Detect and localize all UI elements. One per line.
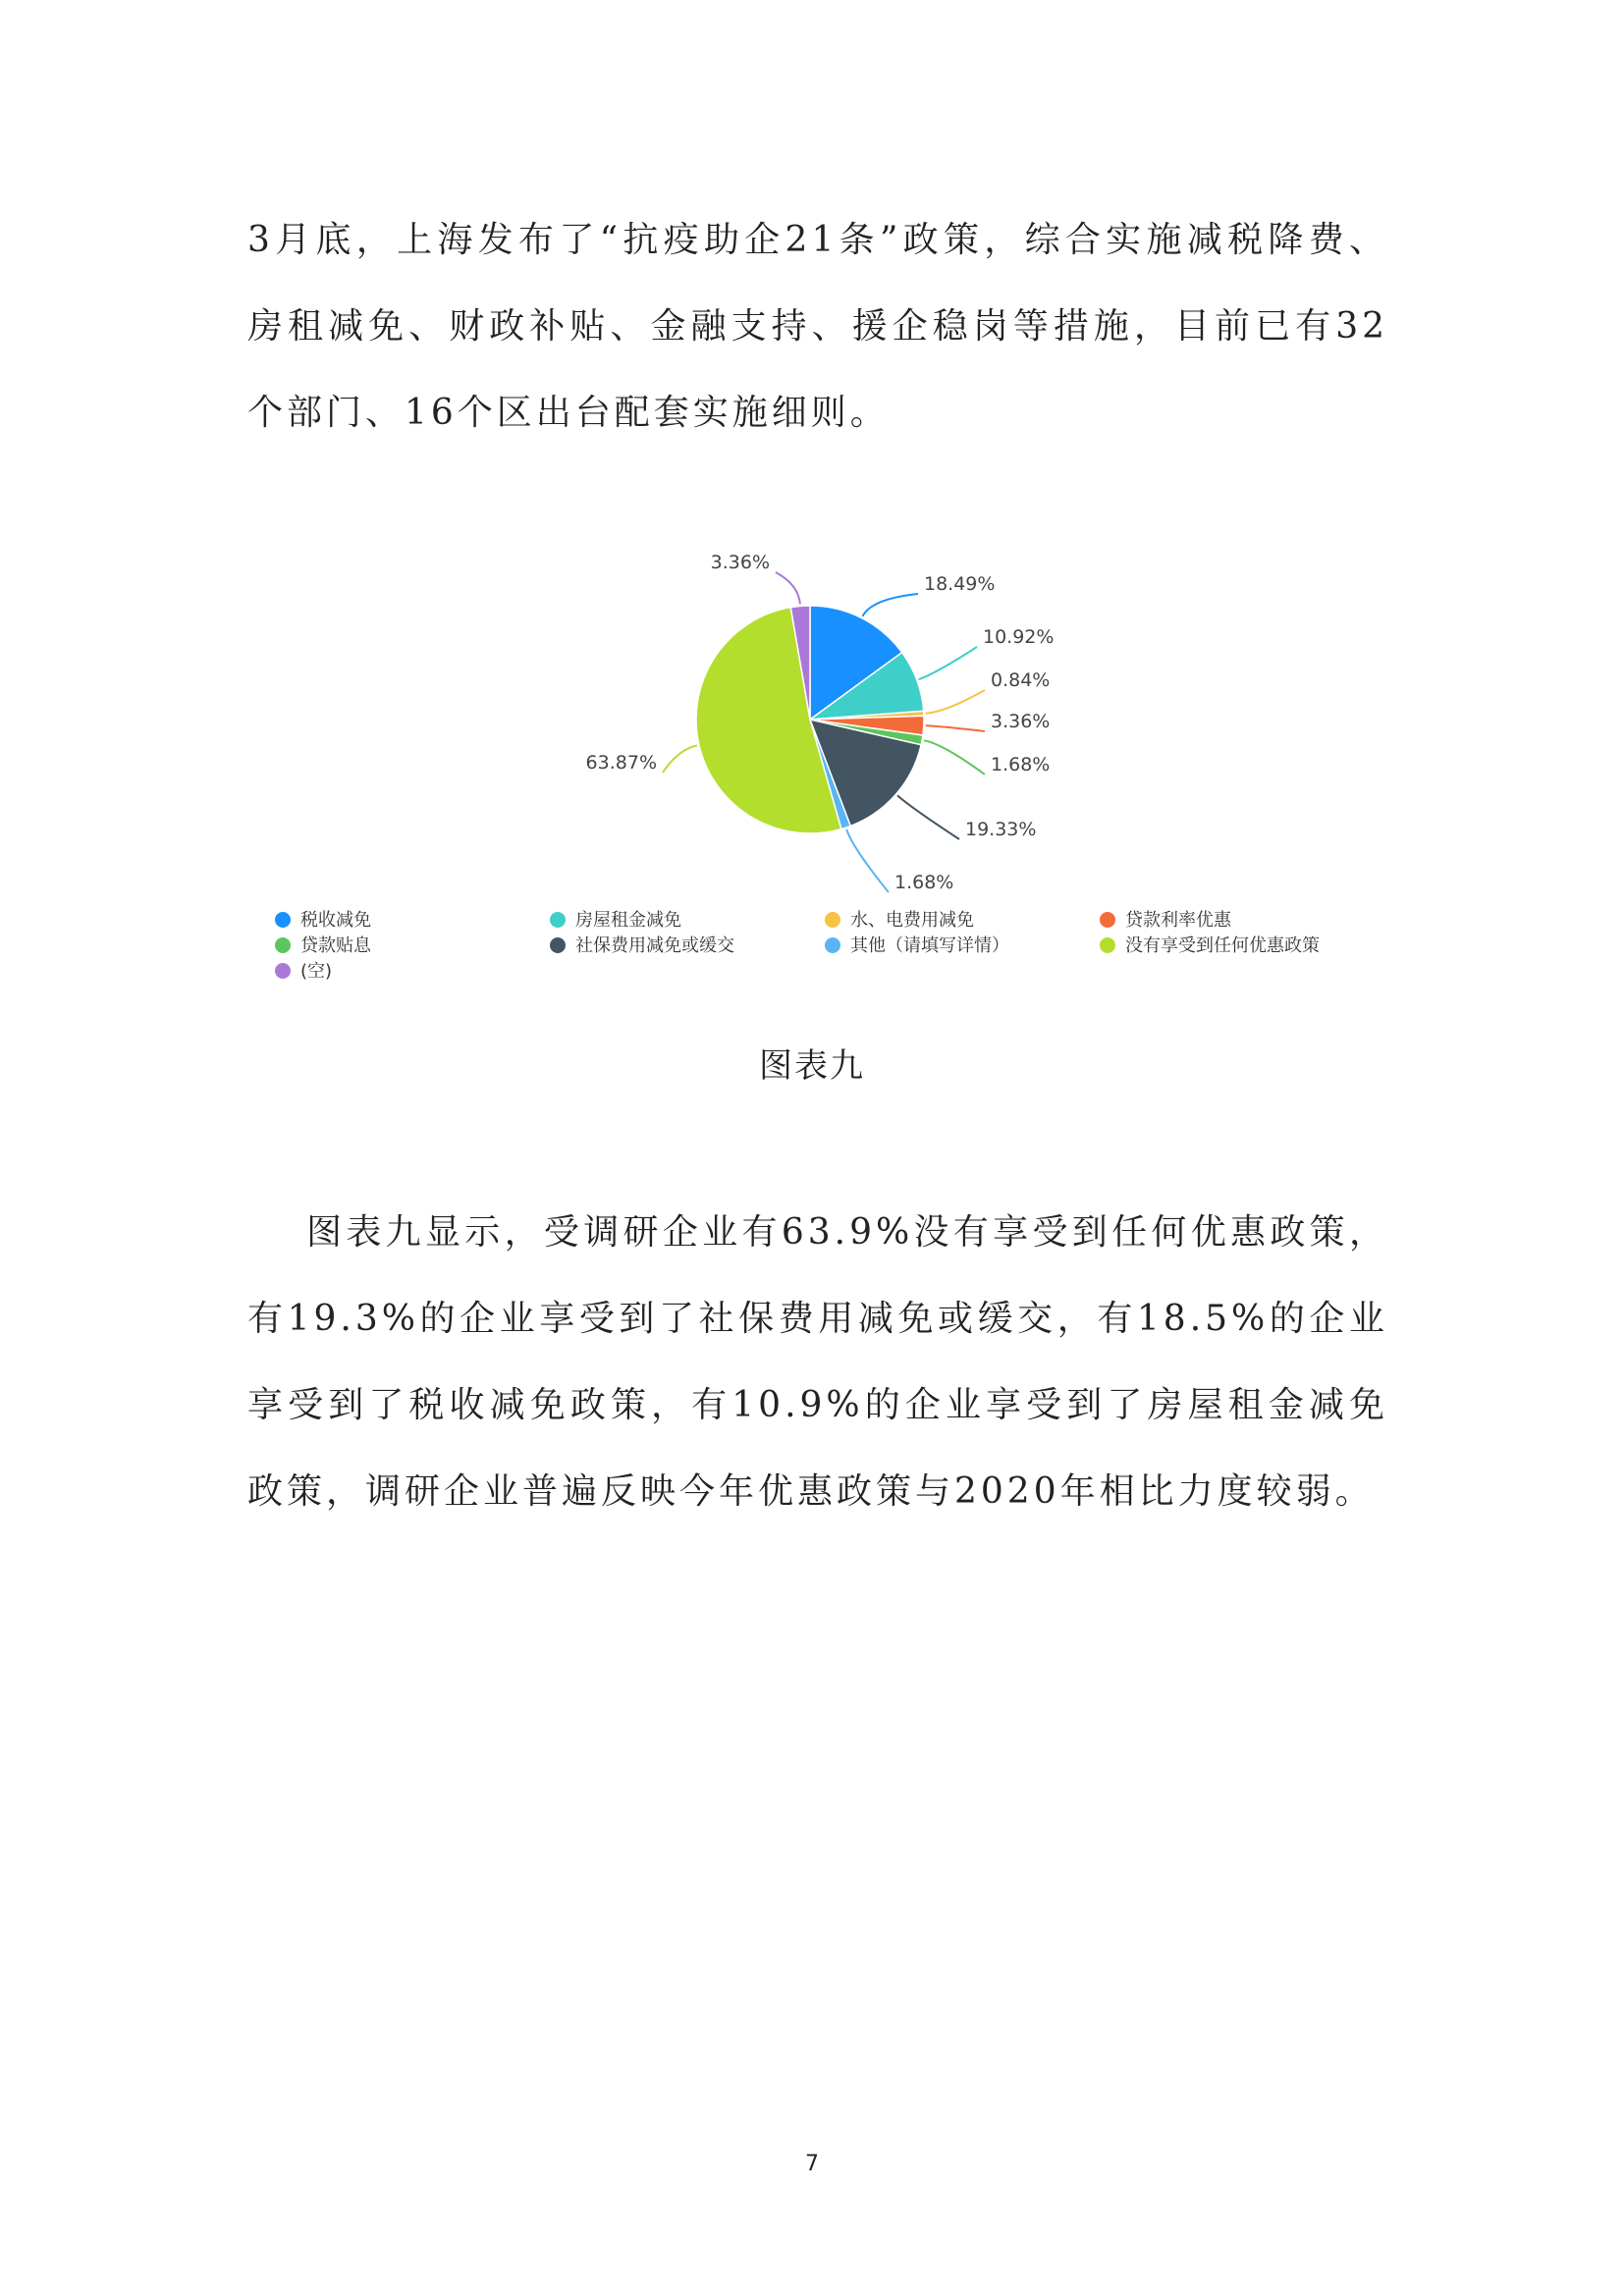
data-label: 19.33%	[965, 819, 1037, 840]
leader-line	[776, 572, 800, 604]
leader-line	[897, 795, 959, 839]
legend-item	[1100, 935, 1320, 956]
legend-swatch	[825, 912, 840, 928]
legend-swatch	[550, 937, 566, 953]
data-label: 1.68%	[894, 872, 954, 893]
page-number: 7	[805, 2152, 819, 2176]
legend-label: 其他（请填写详情）	[850, 935, 1009, 956]
data-label: 18.49%	[924, 573, 996, 595]
figure-caption: 图表九	[759, 1046, 865, 1086]
leader-line	[846, 829, 889, 892]
legend-item	[275, 935, 372, 956]
legend-label: 没有享受到任何优惠政策	[1125, 935, 1320, 956]
data-label: 3.36%	[991, 711, 1051, 732]
legend-label: (空)	[300, 961, 333, 982]
legend-swatch	[275, 937, 291, 953]
legend-swatch	[825, 937, 840, 953]
legend-item	[275, 910, 371, 931]
leader-line	[863, 594, 919, 616]
legend-item	[550, 910, 681, 931]
legend-swatch	[1100, 912, 1115, 928]
pie-slices	[696, 606, 924, 833]
data-label: 63.87%	[585, 752, 657, 774]
legend-item	[825, 935, 1009, 956]
legend-item	[1100, 910, 1232, 931]
data-label: 1.68%	[991, 754, 1051, 775]
analysis-paragraph: 图表九显示，受调研企业有63.9%没有享受到任何优惠政策，有19.3%的企业享受到了社保费用减免或缓交，有18.5%的企业享受到了税收减免政策，有10.9%的企业享受到了房屋租金减免政策，调研企业普遍反映今年优惠政策与2020年相比力度较弱。	[247, 1212, 1388, 1512]
leader-line	[919, 647, 977, 679]
policy-pie-chart	[255, 535, 1375, 1006]
legend-swatch	[275, 963, 291, 979]
data-label: 3.36%	[710, 552, 770, 573]
data-label: 10.92%	[983, 626, 1055, 648]
leader-line	[926, 725, 985, 731]
leader-line	[926, 690, 985, 714]
legend-swatch	[550, 912, 566, 928]
legend-item	[825, 910, 974, 931]
legend-item	[550, 935, 734, 956]
legend-swatch	[275, 912, 291, 928]
legend-label: 税收减免	[300, 910, 371, 931]
data-label: 0.84%	[991, 669, 1051, 691]
intro-paragraph: 3月底，上海发布了“抗疫助企21条”政策，综合实施减税降费、房租减免、财政补贴、金融支持、援企稳岗等措施，目前已有32个部门、16个区出台配套实施细则。	[247, 220, 1388, 433]
legend-label: 贷款贴息	[300, 935, 371, 956]
legend-label: 水、电费用减免	[850, 910, 974, 931]
legend-label: 社保费用减免或缓交	[575, 935, 734, 956]
leader-line	[924, 740, 985, 774]
legend-label: 贷款利率优惠	[1125, 910, 1231, 931]
legend-item	[275, 961, 332, 982]
legend-swatch	[1100, 937, 1115, 953]
legend-label: 房屋租金减免	[575, 910, 681, 931]
chart-legend	[275, 910, 1320, 982]
leader-line	[663, 745, 697, 773]
